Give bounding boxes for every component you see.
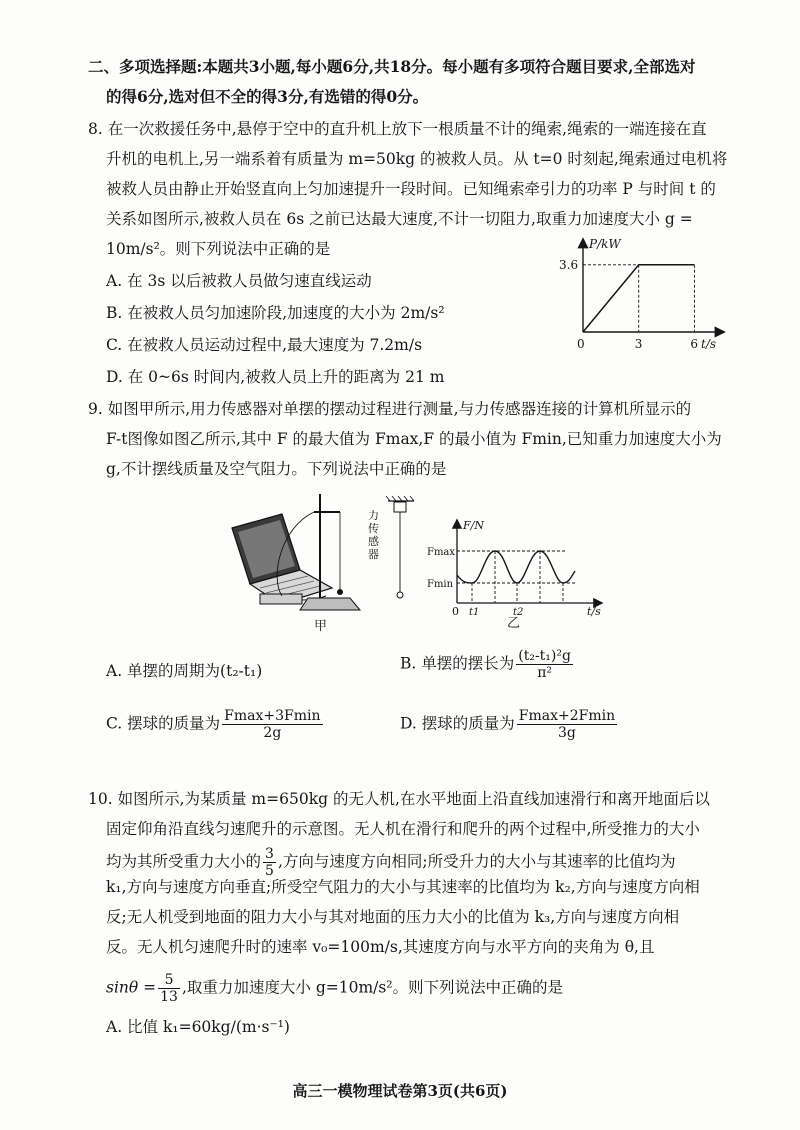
q8-option-c: C. 在被救人员运动过程中,最大速度为 7.2m/s (106, 336, 423, 354)
q8-line-2: 升机的电机上,另一端系着有质量为 m=50kg 的被救人员。从 t=0 时刻起,绳索通过电机将 (106, 150, 728, 168)
q9-option-b-fraction (516, 648, 573, 681)
q10-line-3-suffix: ,方向与速度方向相同;所受升力的大小与其速率的比值均为 (277, 852, 676, 871)
q10-line-7-suffix: ,取重力加速度大小 g=10m/s²。则下列说法中正确的是 (181, 978, 564, 997)
q9-force-curve (457, 551, 575, 583)
sensor-label-3: 感 (368, 535, 379, 548)
q8-line-4: 关系如图所示,被救人员在 6s 之前已达最大速度,不计一切阻力,取重力加速度大小 g = (106, 210, 693, 228)
q8-option-a: A. 在 3s 以后被救人员做匀速直线运动 (106, 272, 372, 290)
q9-option-d-den: 3g (557, 725, 576, 741)
sensor-label-4: 器 (368, 548, 379, 561)
q10-sin-fraction (158, 972, 180, 1005)
q9-option-d-num: Fmax+2Fmin (518, 708, 616, 724)
q9-option-c-den: 2g (263, 725, 282, 741)
q8-x-label: t/s (701, 337, 717, 351)
q9-option-d-fraction (517, 708, 617, 741)
q9-option-b-prefix: B. 单摆的摆长为 (400, 654, 515, 673)
q10-line-6: 反。无人机匀速爬升时的速率 v₀=100m/s,其速度方向与水平方向的夹角为 θ,且 (106, 938, 655, 956)
q10-line-1: 10. 如图所示,为某质量 m=650kg 的无人机,在水平地面上沿直线加速滑行和离开地面后以 (88, 790, 710, 808)
q10-ratio-num: 3 (265, 846, 274, 862)
q10-ratio-den: 5 (265, 863, 274, 879)
q8-x-tick-3: 3 (634, 337, 643, 351)
q9-fmax-label: Fmax (427, 547, 456, 558)
q10-line-3-prefix: 均为其所受重力大小的 (106, 852, 262, 871)
figure-jia-label: 甲 (314, 619, 328, 634)
q10-line-5: 反;无人机受到地面的阻力大小与其对地面的压力大小的比值为 k₃,方向与速度方向相 (106, 908, 680, 926)
section-heading-line1: 二、多项选择题:本题共3小题,每小题6分,共18分。每小题有多项符合题目要求,全部选对 (88, 57, 696, 76)
sensor-label-2: 传 (368, 522, 379, 535)
q9-x-label: t/s (587, 605, 601, 618)
q9-force-sensor-pendulum (362, 495, 422, 605)
q8-option-b: B. 在被救人员匀加速阶段,加速度的大小为 2m/s² (106, 304, 445, 322)
force-sensor-box (394, 502, 406, 512)
q8-option-d: D. 在 0~6s 时间内,被救人员上升的距离为 21 m (106, 368, 445, 386)
q8-line-5: 10m/s²。则下列说法中正确的是 (106, 240, 331, 258)
q9-option-c-num: Fmax+3Fmin (224, 708, 321, 724)
q8-y-label: P/kW (589, 237, 621, 251)
q10-option-a: A. 比值 k₁=60kg/(m·s⁻¹) (106, 1018, 290, 1036)
q8-origin-label: 0 (577, 337, 585, 351)
q9-y-label: F/N (463, 519, 484, 532)
q8-line-3: 被救人员由静止开始竖直向上匀加速提升一段时间。已知绳索牵引力的功率 P 与时间 t 的 (106, 180, 716, 198)
q9-origin-label: 0 (452, 605, 459, 618)
figure-yi-label: 乙 (507, 616, 521, 630)
section-heading-line2: 的得6分,选对但不全的得3分,有选错的得0分。 (106, 87, 429, 106)
q9-option-d (400, 708, 619, 741)
page-footer: 高三一模物理试卷第3页(共6页) (292, 1082, 508, 1100)
q9-option-a: A. 单摆的周期为(t₂-t₁) (106, 662, 263, 680)
q9-option-c-prefix: C. 摆球的质量为 (106, 714, 221, 733)
q10-line-7-prefix: sinθ = (106, 978, 157, 997)
sensor-label-1: 力 (368, 509, 379, 522)
q9-fmin-label: Fmin (427, 579, 454, 590)
q10-sin-num: 5 (158, 972, 180, 989)
q8-line-1: 8. 在一次救援任务中,悬停于空中的直升机上放下一根质量不计的绳索,绳索的一端连接在直 (88, 120, 707, 138)
q10-sin-den: 13 (160, 989, 178, 1005)
q9-option-c-fraction (222, 708, 322, 741)
q10-line-3 (106, 846, 676, 879)
q9-line-1: 9. 如图甲所示,用力传感器对单摆的摆动过程进行测量,与力传感器连接的计算机所显示的 (88, 400, 692, 418)
q10-ratio-fraction (263, 846, 276, 879)
q8-x-tick-6: 6 (690, 337, 699, 351)
q9-option-b-num: (t₂-t₁)²g (518, 648, 571, 664)
q9-line-2: F-t图像如图乙所示,其中 F 的最大值为 Fmax,F 的最小值为 Fmin,已知重力加速度大小为 (106, 430, 722, 448)
q10-line-7 (106, 972, 563, 1005)
q9-line-3: g,不计摆线质量及空气阻力。下列说法中正确的是 (106, 460, 447, 478)
q9-option-d-prefix: D. 摆球的质量为 (400, 714, 515, 733)
q10-line-4: k₁,方向与速度方向垂直;所受空气阻力的大小与其速率的比值均为 k₂,方向与速度方向相 (106, 878, 700, 896)
pendulum-bob (397, 592, 403, 598)
q8-plot-area (583, 265, 694, 332)
q9-t1-label: t1 (469, 607, 480, 618)
q9-option-c (106, 708, 325, 741)
q9-option-b (400, 648, 575, 681)
q10-line-2: 固定仰角沿直线匀速爬升的示意图。无人机在滑行和爬升的两个过程中,所受推力的大小 (106, 820, 700, 838)
q9-t2-label: t2 (513, 607, 524, 618)
q8-y-tick-label: 3.6 (559, 257, 579, 272)
laptop-icon (232, 514, 332, 604)
q8-power-time-graph (555, 232, 730, 357)
q9-force-time-graph (425, 515, 610, 630)
q9-option-b-den: π² (537, 665, 553, 681)
